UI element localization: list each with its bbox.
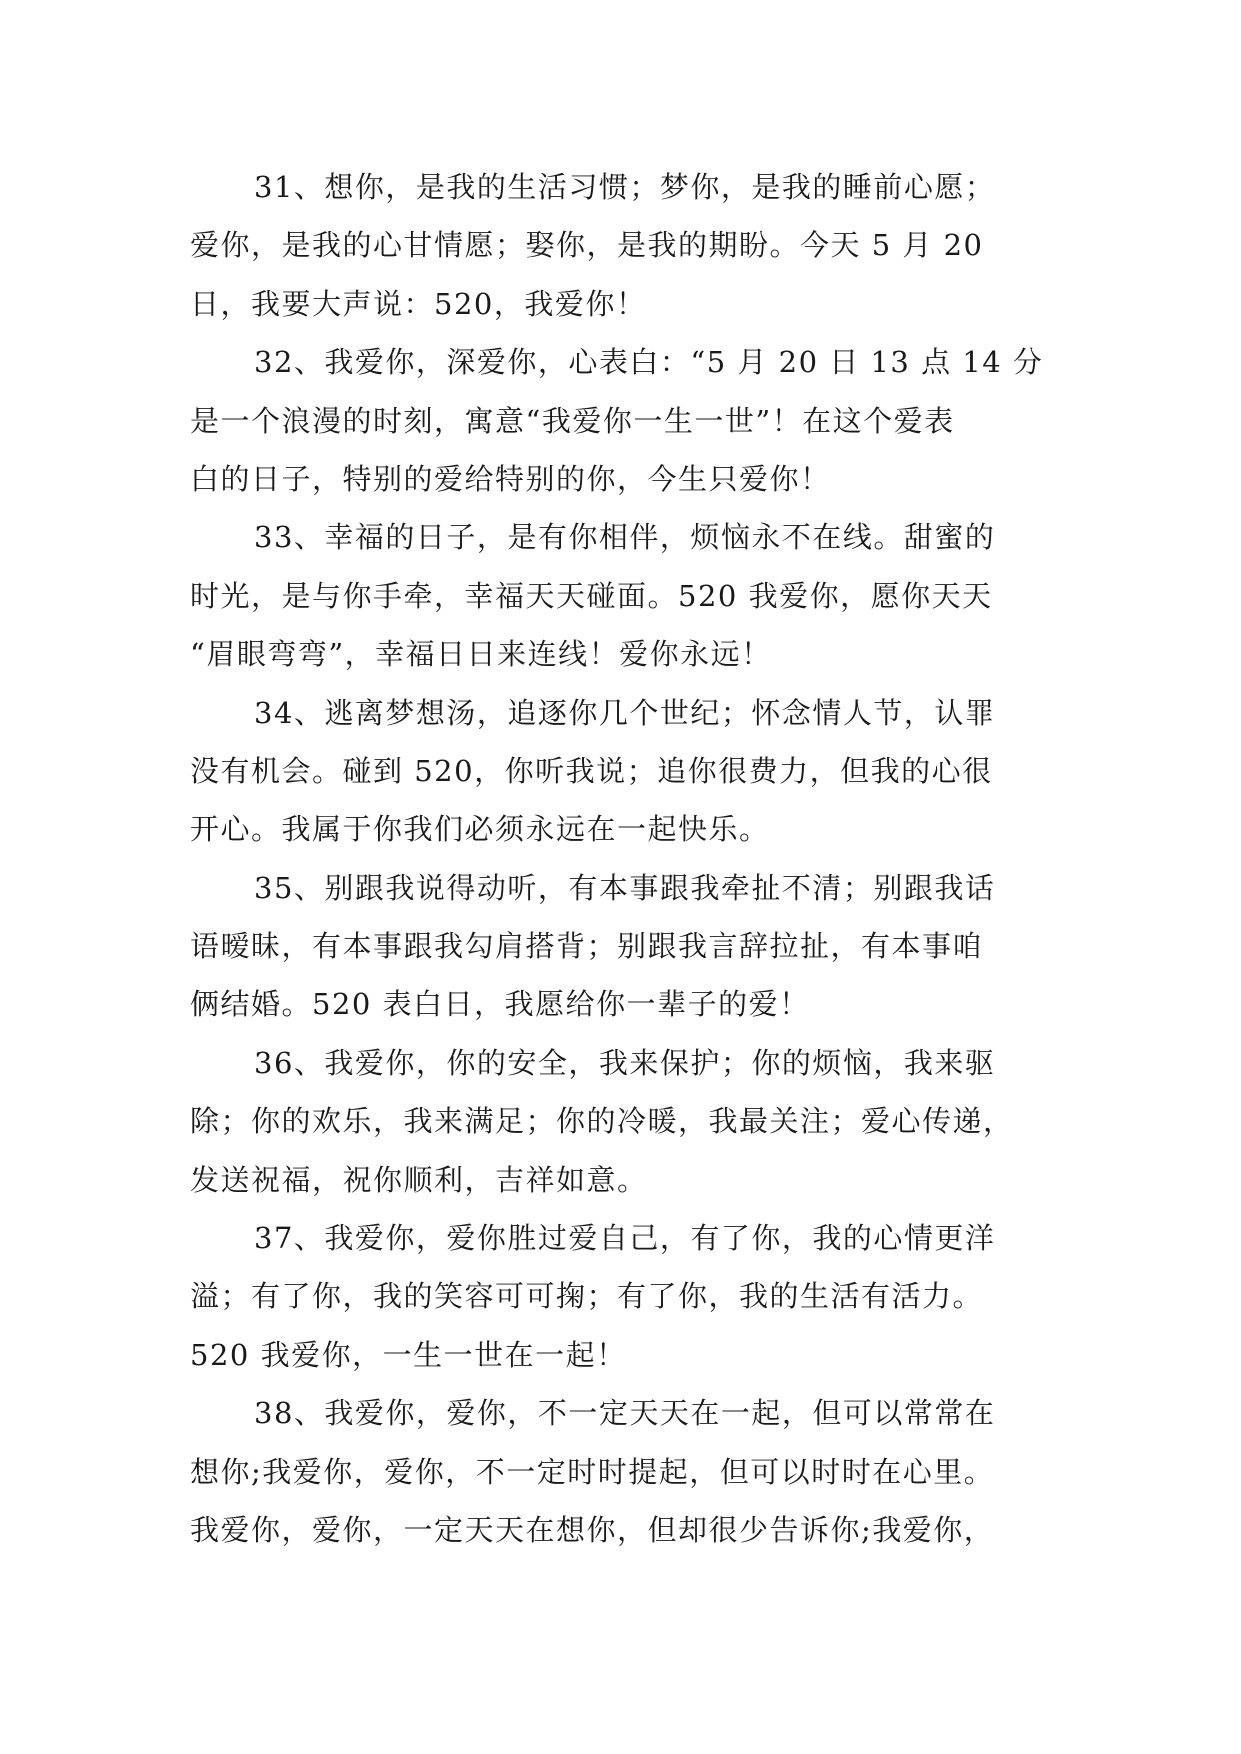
paragraph-line: 除；你的欢乐，我来满足；你的冷暖，我最关注；爱心传递， (190, 1104, 1014, 1139)
paragraph-line: 是一个浪漫的时刻，寓意“我爱你一生一世”！在这个爱表 (190, 403, 955, 438)
paragraph-line: 38、我爱你，爱你，不一定天天在一起，但可以常常在 (254, 1396, 996, 1431)
paragraph-line: “眉眼弯弯”，幸福日日来连线！爱你永远！ (190, 637, 772, 672)
paragraph-line: 37、我爱你，爱你胜过爱自己，有了你，我的心情更洋 (254, 1221, 996, 1256)
paragraph-line: 没有机会。碰到 520，你听我说；追你很费力，但我的心很 (190, 753, 993, 788)
paragraph-35 (190, 859, 1070, 1034)
paragraph-line: 溢；有了你，我的笑容可可掬；有了你，我的生活有活力。 (190, 1279, 984, 1314)
paragraph-line: 俩结婚。520 表白日，我愿给你一辈子的爱！ (190, 987, 810, 1022)
paragraph-line: 发送祝福，祝你顺利，吉祥如意。 (190, 1162, 648, 1197)
paragraph-line: 语暧昧，有本事跟我勾肩搭背；别跟我言辞拉扯，有本事咱 (190, 929, 984, 964)
paragraph-line: 36、我爱你，你的安全，我来保护；你的烦恼，我来驱 (254, 1045, 996, 1080)
paragraph-34 (190, 684, 1070, 859)
document-body (190, 158, 1070, 1559)
paragraph-line: 开心。我属于你我们必须永远在一起快乐。 (190, 812, 770, 847)
paragraph-line: 想你;我爱你，爱你，不一定时时提起，但可以时时在心里。 (190, 1454, 995, 1489)
paragraph-line: 33、幸福的日子，是有你相伴，烦恼永不在线。甜蜜的 (254, 520, 996, 555)
paragraph-line: 520 我爱你，一生一世在一起！ (190, 1337, 627, 1372)
paragraph-38 (190, 1384, 1070, 1559)
paragraph-33 (190, 508, 1070, 683)
paragraph-line: 我爱你，爱你，一定天天在想你，但却很少告诉你;我爱你， (190, 1512, 995, 1547)
paragraph-line: 日，我要大声说：520，我爱你！ (190, 286, 647, 321)
paragraph-line: 爱你，是我的心甘情愿；娶你，是我的期盼。今天 5 月 20 (190, 228, 984, 263)
paragraph-31 (190, 158, 1070, 333)
paragraph-line: 白的日子，特别的爱给特别的你，今生只爱你！ (190, 461, 831, 496)
paragraph-line: 32、我爱你，深爱你，心表白：“5 月 20 日 13 点 14 分 (254, 345, 1044, 380)
paragraph-line: 时光，是与你手牵，幸福天天碰面。520 我爱你，愿你天天 (190, 578, 993, 613)
paragraph-line: 35、别跟我说得动听，有本事跟我牵扯不清；别跟我话 (254, 870, 996, 905)
paragraph-37 (190, 1209, 1070, 1384)
paragraph-32 (190, 333, 1070, 508)
paragraph-line: 31、想你，是我的生活习惯；梦你，是我的睡前心愿； (254, 170, 996, 204)
paragraph-36 (190, 1034, 1070, 1209)
paragraph-line: 34、逃离梦想汤，追逐你几个世纪；怀念情人节，认罪 (254, 695, 996, 730)
